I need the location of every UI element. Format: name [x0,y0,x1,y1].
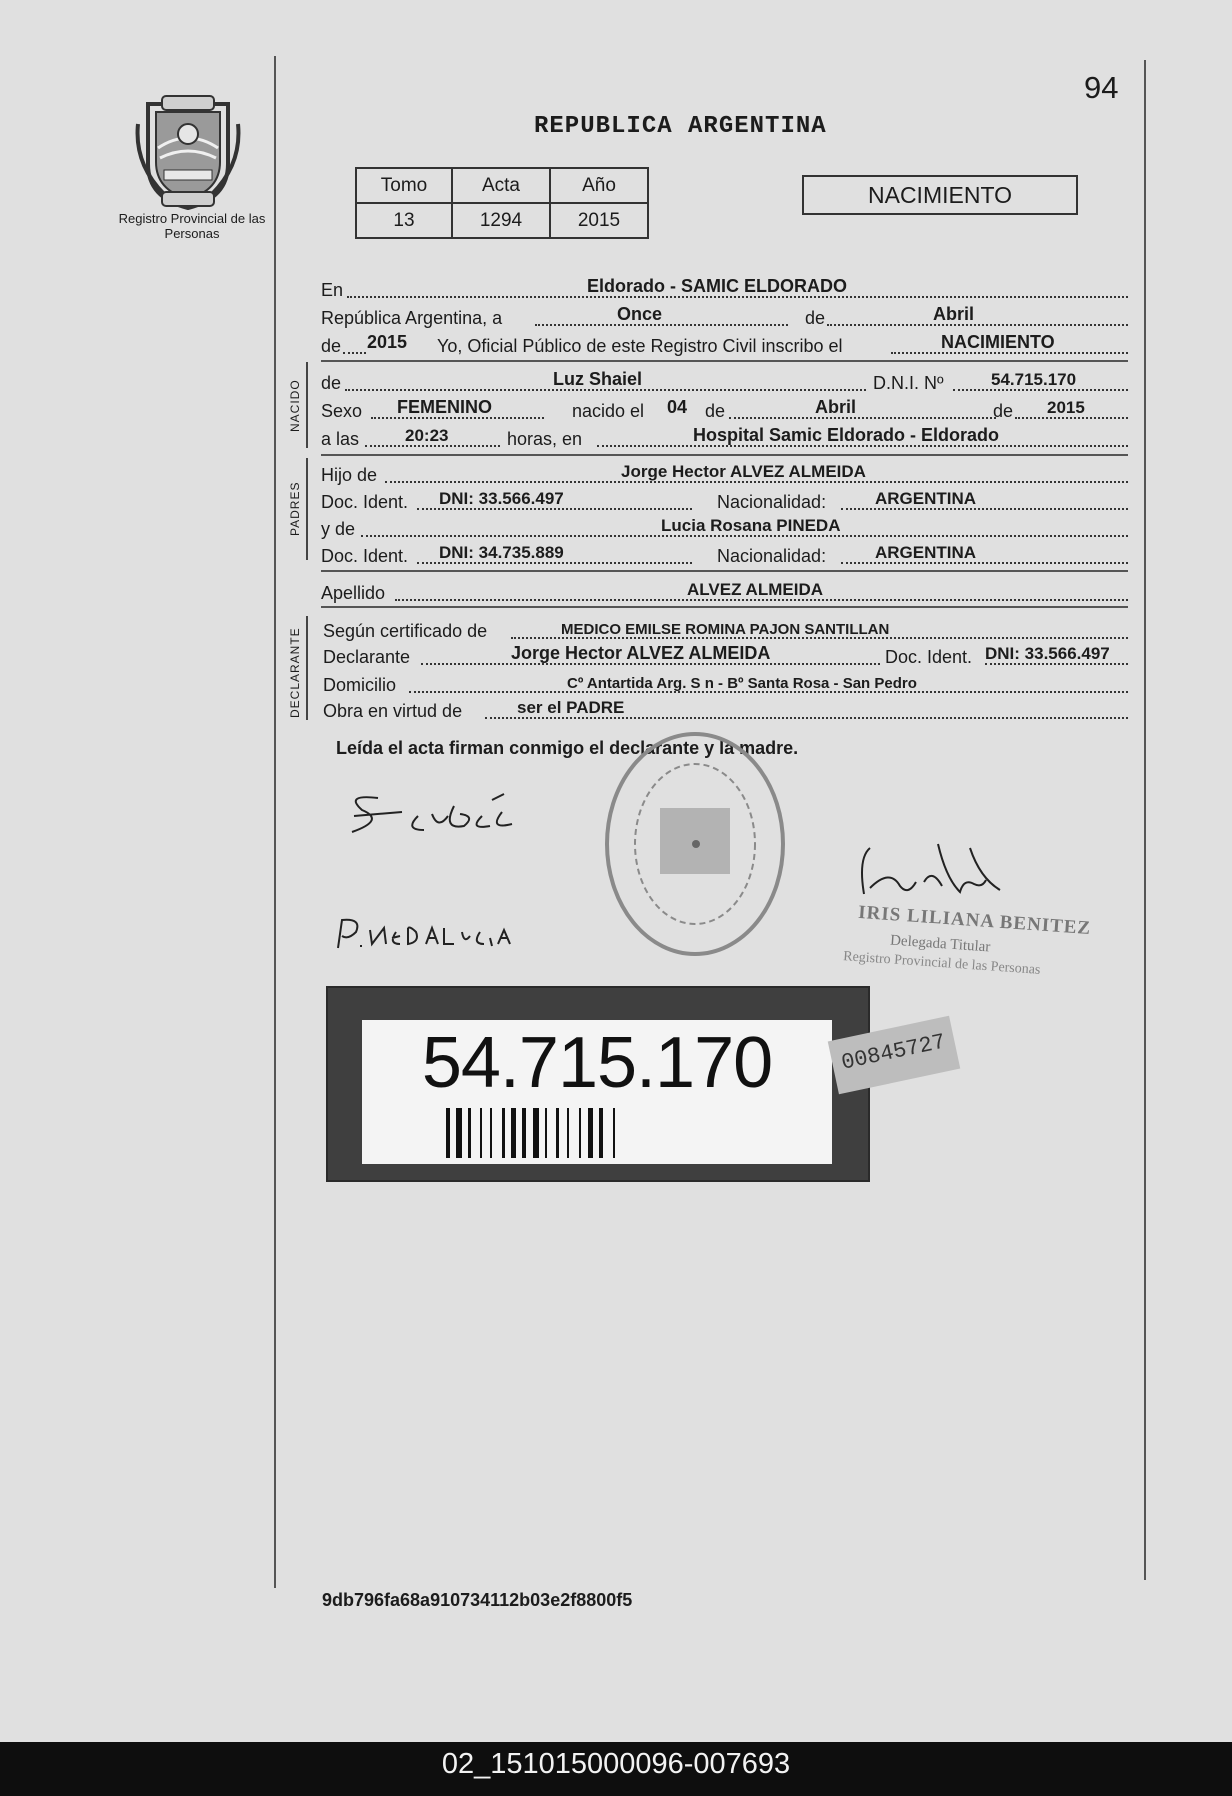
separator [321,360,1128,362]
declarante-doc-label: Doc. Ident. [885,647,973,667]
barcode-bar [502,1108,505,1158]
row-nacido-name [321,368,1128,394]
registry-caption: Registro Provincial de las Personas [118,211,266,241]
nacido-de-label: de [321,373,342,393]
declarante-value: Jorge Hector ALVEZ ALMEIDA [511,643,771,663]
row-sexo [321,396,1128,422]
barcode-bar [613,1108,615,1158]
en-label: En [321,280,344,300]
mother-doc-label: Doc. Ident. [321,546,409,566]
padres-section-label: PADRES [288,481,302,536]
anio-header: Año [550,168,648,203]
barcode-bar [511,1108,516,1158]
certificado-label: Según certificado de [323,621,488,641]
tomo-header: Tomo [356,168,452,203]
mother-nationality-value: ARGENTINA [875,543,977,562]
padres-section-bar [306,458,308,560]
barcode-bar [522,1108,526,1158]
separator [321,606,1128,608]
row-hijo-de [321,460,1128,486]
nacido-section-bar [306,362,308,448]
father-doc-label: Doc. Ident. [321,492,409,512]
nacido-el-label: nacido el [572,401,645,421]
father-name-value: Jorge Hector ALVEZ ALMEIDA [621,462,866,481]
barcode-bar [545,1108,547,1158]
barcode-bar [599,1108,603,1158]
barcode-bar [490,1108,492,1158]
declarante-doc-value: DNI: 33.566.497 [985,644,1110,663]
declarante-label: Declarante [323,647,411,667]
barcode-bar [480,1108,482,1158]
dotted-line [729,417,996,419]
barcode-bar [579,1108,581,1158]
a-las-label: a las [321,429,360,449]
dni-label: D.N.I. Nº [873,373,944,393]
closing-statement: Leída el acta firman conmigo el declarante y la madre. [336,738,799,758]
nacido-section-label: NACIDO [288,379,302,432]
right-margin-line [1144,60,1146,1580]
serial-number: 00845727 [839,1029,948,1076]
left-margin-line [274,56,276,1588]
declarante-section-bar [306,616,308,720]
mother-name-value: Lucia Rosana PINEDA [661,516,841,535]
father-nationality-value: ARGENTINA [875,489,977,508]
row-apellido [321,578,1128,604]
page-number: 94 [1084,70,1119,105]
declarant-signature [342,786,538,846]
apellido-value: ALVEZ ALMEIDA [687,580,823,599]
row-father-doc [321,487,1128,513]
sexo-label: Sexo [321,401,363,421]
official-seal-stamp [600,728,790,960]
inscribo-label: Yo, Oficial Público de este Registro Civil inscribo el [437,336,843,356]
row-domicilio [321,670,1128,696]
row-declarante [321,642,1128,668]
row-certificado [321,616,1128,642]
de-label: de [805,308,826,328]
place-value: Eldorado - SAMIC ELDORADO [587,276,847,296]
document-type-box: NACIMIENTO [802,175,1078,215]
child-name-value: Luz Shaiel [553,369,643,389]
day-value: Once [617,304,663,324]
father-doc-value: DNI: 33.566.497 [439,489,564,508]
barcode-bar [446,1108,450,1158]
barcode [446,1108,746,1158]
separator [321,454,1128,456]
hijo-de-label: Hijo de [321,465,378,485]
declarante-section-label: DECLARANTE [288,627,302,718]
row-y-de [321,514,1128,540]
country-title: REPUBLICA ARGENTINA [534,113,827,140]
row-obra [321,696,1128,722]
de-label-2: de [705,401,726,421]
provincial-coat-of-arms-logo [134,94,242,210]
barcode-bar [468,1108,471,1158]
mother-doc-value: DNI: 34.735.889 [439,543,564,562]
row-republica [321,303,1128,329]
row-year [321,331,1128,357]
document-hash: 9db796fa68a910734112b03e2f8800f5 [322,1590,633,1610]
sticker-label-area [362,1020,832,1164]
month-value: Abril [933,304,975,324]
mother-signature [330,914,524,964]
dni-barcode-sticker [326,986,870,1182]
row-en [321,275,1128,301]
barcode-bar [588,1108,593,1158]
anio-value: 2015 [550,203,648,238]
domicilio-label: Domicilio [323,675,397,695]
certificado-value: MEDICO EMILSE ROMINA PAJON SANTILLAN [561,621,890,638]
sexo-value: FEMENINO [397,397,493,417]
dotted-line [343,352,366,354]
time-value: 20:23 [405,426,449,445]
barcode-bar [556,1108,559,1158]
row-hora [321,424,1128,450]
obra-label: Obra en virtud de [323,701,463,721]
acta-header: Acta [452,168,550,203]
tomo-value: 13 [356,203,452,238]
footer-file-code: 02_151015000096-007693 [441,1748,791,1780]
year-de-label: de [321,336,342,356]
acta-reference-table [355,167,649,239]
mother-nationality-label: Nacionalidad: [717,546,827,566]
dotted-line [827,324,1128,326]
horas-label: horas, en [507,429,583,449]
de-label-3: de [993,401,1014,421]
birth-day-value: 04 [667,397,688,417]
acta-value: 1294 [452,203,550,238]
separator [321,570,1128,572]
barcode-bar [456,1108,462,1158]
official-title: Delegada Titular [889,932,991,956]
father-nationality-label: Nacionalidad: [717,492,827,512]
sticker-dni-number: 54.715.170 [421,1023,773,1103]
official-organization: Registro Provincial de las Personas [842,949,1041,978]
domicilio-value: Cº Antartida Arg. S n - Bº Santa Rosa - San Pedro [567,675,917,692]
year-value: 2015 [367,332,408,352]
birth-month-value: Abril [815,397,857,417]
republica-label: República Argentina, a [321,308,503,328]
barcode-bar [567,1108,569,1158]
event-value: NACIMIENTO [941,332,1055,352]
obra-value: ser el PADRE [517,698,625,717]
row-mother-doc [321,541,1128,567]
y-de-label: y de [321,519,356,539]
barcode-bar [533,1108,539,1158]
child-dni-value: 54.715.170 [991,370,1077,389]
official-name: IRIS LILIANA BENITEZ [857,901,1092,940]
birth-year-value: 2015 [1047,398,1085,417]
apellido-label: Apellido [321,583,386,603]
birth-place-value: Hospital Samic Eldorado - Eldorado [693,425,1000,445]
